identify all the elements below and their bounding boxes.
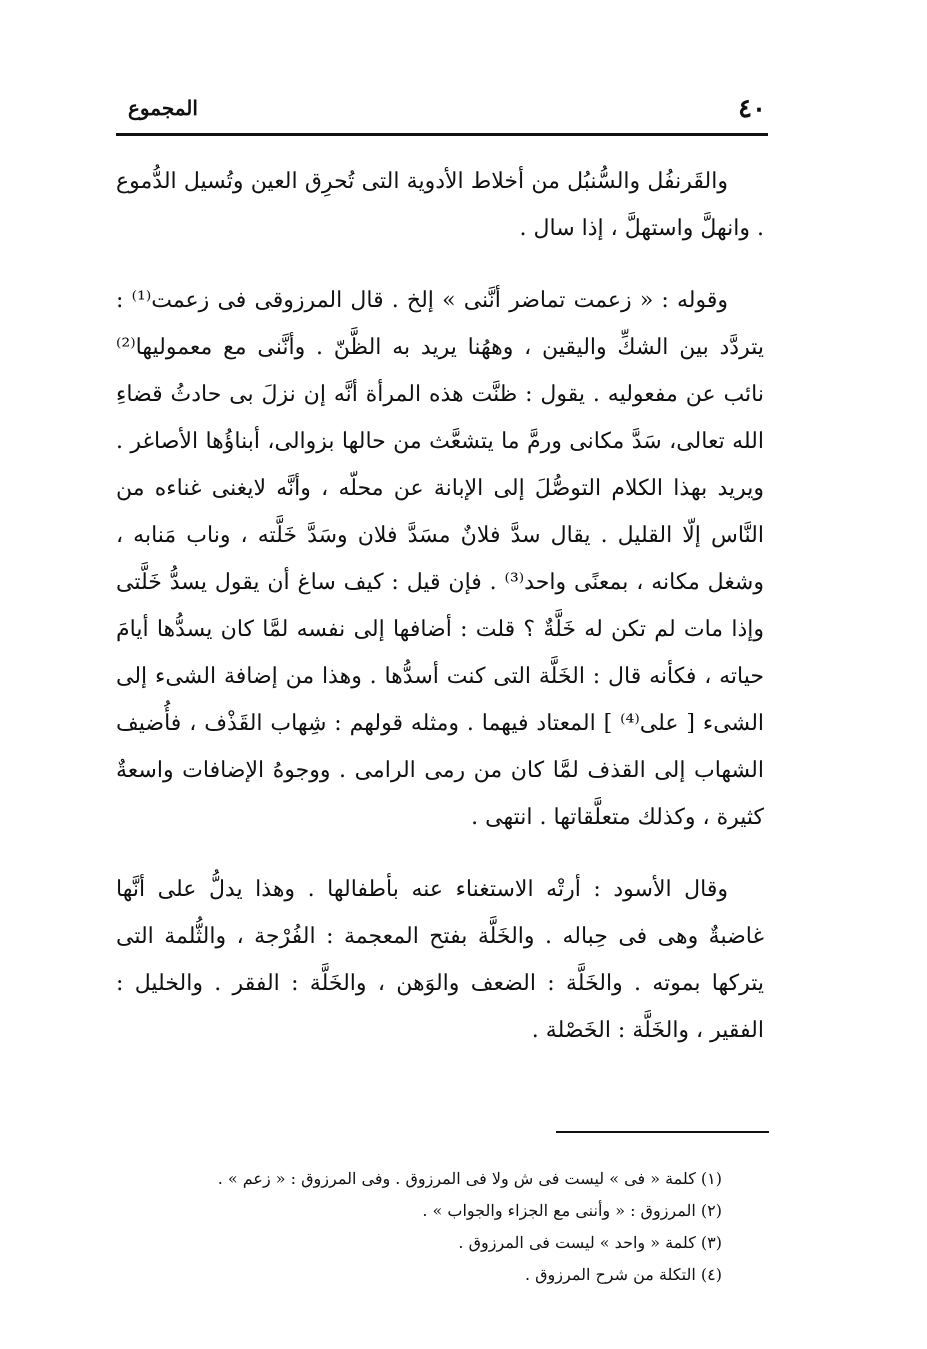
- header-rule: [116, 133, 768, 136]
- page-header: [120, 92, 766, 132]
- footnote-4: (٤) التكلة من شرح المرزوق .: [524, 1265, 722, 1284]
- footnotes: [116, 1163, 722, 1291]
- paragraph-3: وقال الأسود : أرتْه الاستغناء عنه بأطفالها . وهذا يدلُّ على أنَّها غاضبةٌ وهى فى حِباله . والخَلَّة بفتح المعجمة : الفُرْجة ، والثُّلمة التى يتركها بموته . والخَلَّة : الضعف والوَهن ، والخَلَّة : الفقر . والخليل : الفقير ، والخَلَّة : الخَصْلة .: [116, 877, 764, 1043]
- paragraph-1: والقَرنفُل والسُّنبُل من أخلاط الأدوية التى تُحرِق العين وتُسيل الدُّموع . وانهلَّ واستهلَّ ، إذا سال .: [116, 169, 764, 241]
- running-title: المجموع: [128, 96, 198, 120]
- footnote-rule: [556, 1131, 769, 1133]
- page-number: ٤٠: [738, 94, 766, 124]
- main-text: [116, 158, 764, 1054]
- footnote-1: (١) كلمة « فى » ليست فى ش ولا فى المرزوق . وفى المرزوق : « زعم » .: [217, 1169, 722, 1188]
- footnote-3: (٣) كلمة « واحد » ليست فى المرزوق .: [458, 1233, 722, 1252]
- paragraph-2: وقوله : « زعمت تماضر أنَّنى » إلخ . قال المرزوقى فى زعمت⁽¹⁾ : يتردَّد بين الشكِّ واليقين ، وههُنا يريد به الظَّنّ . وأنَّنى مع معموليها⁽²⁾ نائب عن مفعوليه . يقول : ظنَّت هذه المرأة أنَّه إن نزلَ بى حادثُ قضاءِ الله تعالى، سَدَّ مكانى ورمَّ ما يتشعَّث من حالها بزوالى، أبناؤُها الأصاغر . ويريد بهذا الكلام التوصُّلَ إلى الإبانة عن محلّه ، وأنَّه لايغنى غناءه من النَّاس إلّا القليل . يقال سدَّ فلانٌ مسَدَّ فلان وسَدَّ خَلَّته ، وناب مَنابه ، وشغل مكانه ، بمعنًى واحد⁽³⁾ . فإن قيل : كيف ساغ أن يقول يسدُّ خَلَّتى وإذا مات لم تكن له خَلَّةٌ ؟ قلت : أضافها إلى نفسه لمَّا كان يسدُّها أيامَ حياته ، فكأنه قال : الخَلَّة التى كنت أسدُّها . وهذا من إضافة الشىء إلى الشىء [ على⁽⁴⁾ ] المعتاد فيهما . ومثله قولهم : شِهاب القَذْف ، فأُضيف الشهاب إلى القذف لمَّا كان من رمى الرامى . ووجوهُ الإضافات واسعةٌ كثيرة ، وكذلك متعلَّقاتها . انتهى .: [116, 288, 765, 830]
- footnote-2: (٢) المرزوق : « وأننى مع الجزاء والجواب » .: [422, 1201, 722, 1220]
